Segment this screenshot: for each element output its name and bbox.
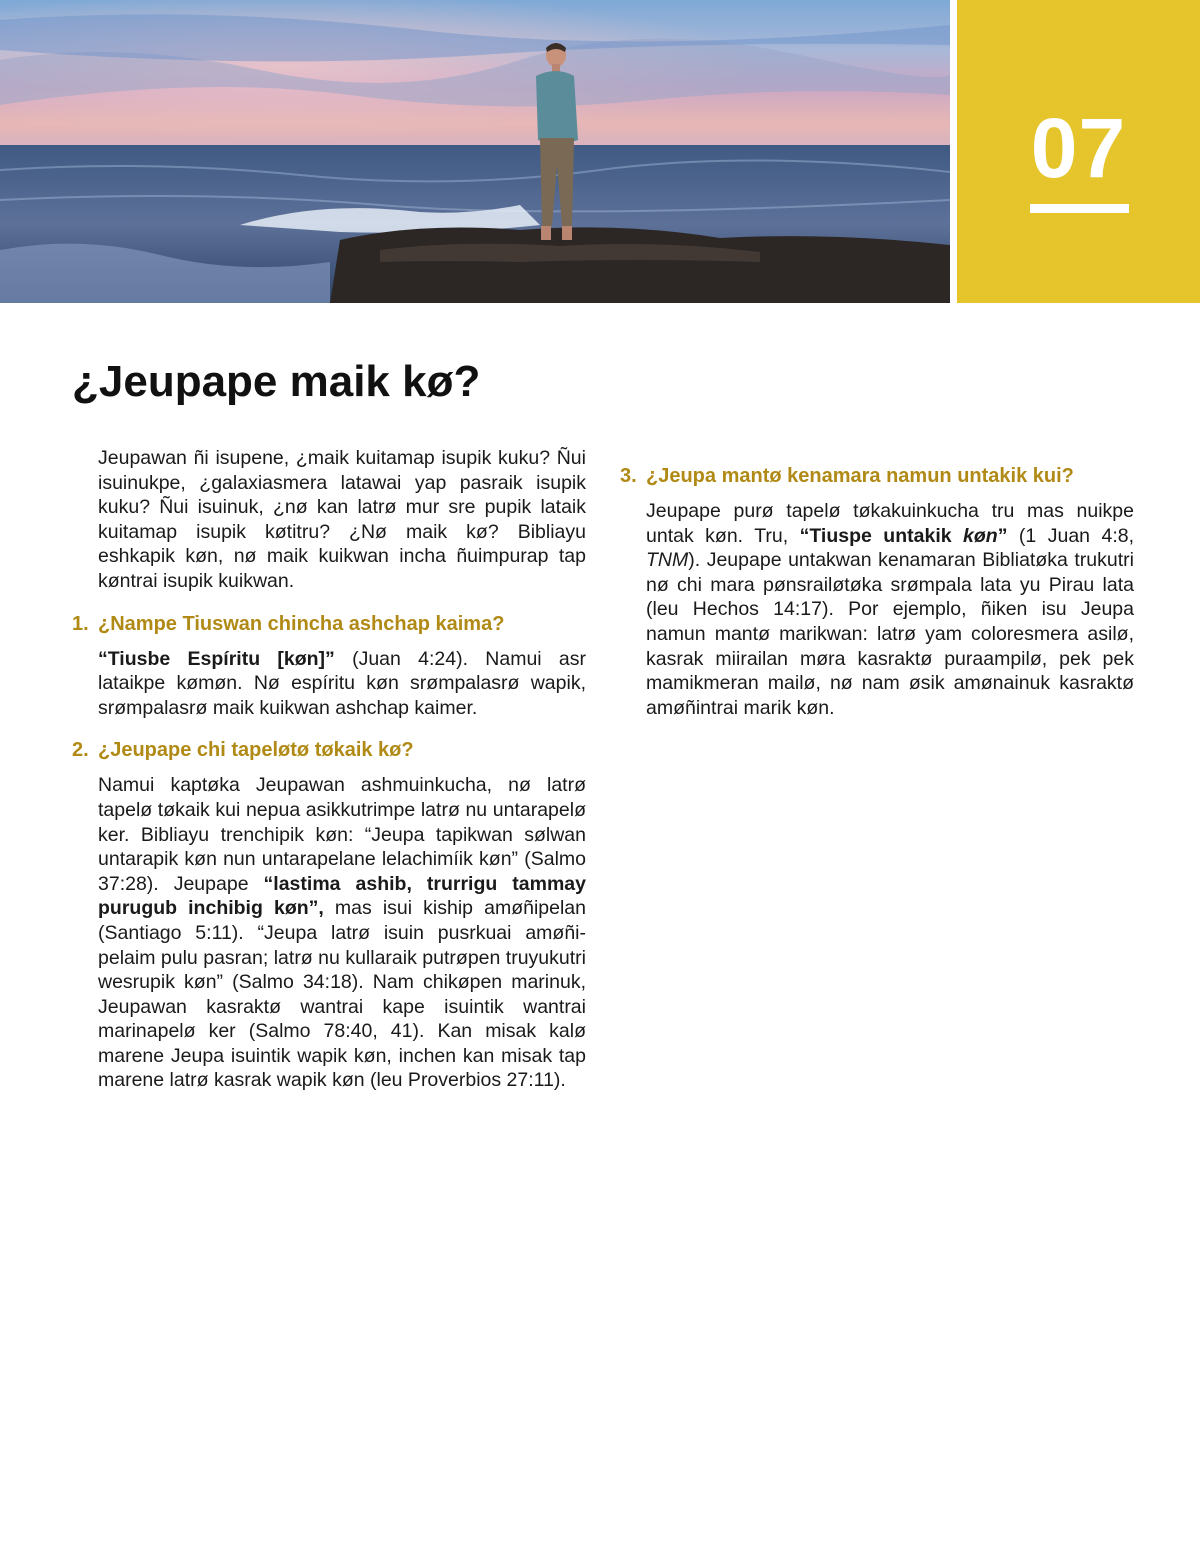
chapter-badge (957, 0, 1200, 303)
seascape-man-icon (0, 0, 950, 303)
answer-3-cite-italic: TNM (646, 549, 689, 572)
answer-2-text-b: mas isui kiship amøñipelan (Santiago 5:11). “Jeupa latrø isuin pusrkuai amøñipelaim pulu pasran; latrø nu kullaraik putrøpen truyukutri wesrupik køn” (Salmo 34:18). Nam chikøpen marinuk, Jeupawan kasraktø wantrai kape isuintik wantrai marinapelø ker (Salmo 78:40, 41). Kan misak kalø marene Jeupa isuintik wapik køn, inchen kan misak tap marene latrø kasrak wapik køn (leu Proverbios 27:11). (98, 897, 586, 1092)
hero-image (0, 0, 950, 303)
page-title: ¿Jeupape maik kø? (72, 357, 481, 406)
question-1-text: ¿Nampe Tiuswan chincha ashchap kaima? (98, 612, 505, 635)
answer-3-quote-b: ” (997, 524, 1008, 547)
question-2 (72, 737, 586, 763)
answer-3-cite-a: (1 Juan 4:8, (1007, 524, 1134, 547)
question-1 (72, 611, 586, 637)
answer-2-text-a: Namui kaptøka Jeupawan ashmuinkucha, nø latrø tapelø tøkaik kui nepua asikkutrimpe latrø nu untarapelø ker. Bibliayu trenchipik køn: “Jeupa tapikwan sølwan untarapik køn nun untarapelane lelachimíik køn” (Salmo 37:28). Jeupape (98, 774, 586, 895)
chapter-number: 07 (1030, 101, 1127, 195)
answer-3-quote-a: “Tiuspe untakik (799, 524, 964, 547)
question-3-number: 3. (620, 465, 637, 487)
answer-3-quote (800, 525, 1008, 547)
answer-3-quote-italic: køn (963, 524, 998, 547)
answer-1-text: (Juan 4:24). Namui asr lataikpe kømøn. Nø espíritu køn srømpalasrø wapik, srømpalasrø maik kuikwan ashchap kaimer. (98, 647, 586, 719)
answer-3-text-a: Jeupape purø tapelø tøkakuinkucha tru mas nuikpe untak køn. Tru, (646, 500, 1134, 547)
left-column (72, 446, 586, 1093)
right-column (620, 446, 1134, 720)
question-3-text: ¿Jeupa mantø kenamara namun untakik kui? (646, 465, 1074, 487)
question-2-number: 2. (72, 739, 89, 762)
chapter-underline (1030, 204, 1129, 213)
intro-paragraph: Jeupawan ñi isupene, ¿maik kuitamap isupik kuku? Ñui isuinukpe, ¿galaxiasmera latawai yap pasraik isupik kuku? Ñui isuinuk, ¿nø kan latrø mur sre pupik lataik kuitamap isupik køtitru? ¿Nø maik kø? Bibliayu eshkapik køn, nø maik kuikwan incha ñuimpurap tap køntrai isupik kuikwan. (98, 447, 586, 592)
answer-3-text-b: ). Jeupape untakwan kenamaran Bibliatøka trukutri nø chi mara pønsrailøtøka srømpala lata yu Pirau lata (leu Hechos 14:17). Por ejemplo, ñiken isu Jeupa namun mantø marikwan: latrø yam coloresmera asilø, kasrak miirailan møra kasraktø puraampilø, pek pek mamikmeran mailø, nø nam øsik amønainuk kasraktø amøñintrai marik køn. (646, 549, 1134, 719)
answer-3-paragraph (646, 499, 1134, 720)
answer-1-paragraph (98, 647, 586, 721)
answer-2-paragraph (98, 773, 586, 1093)
question-1-number: 1. (72, 612, 89, 635)
question-3 (620, 463, 1134, 489)
answer-1-quote: “Tiusbe Espíritu [køn]” (98, 647, 335, 670)
question-2-text: ¿Jeupape chi tapeløtø tøkaik kø? (98, 739, 414, 762)
answer-2-quote: “lastima ashib, trurrigu tammay purugub inchibig køn”, (98, 872, 586, 920)
